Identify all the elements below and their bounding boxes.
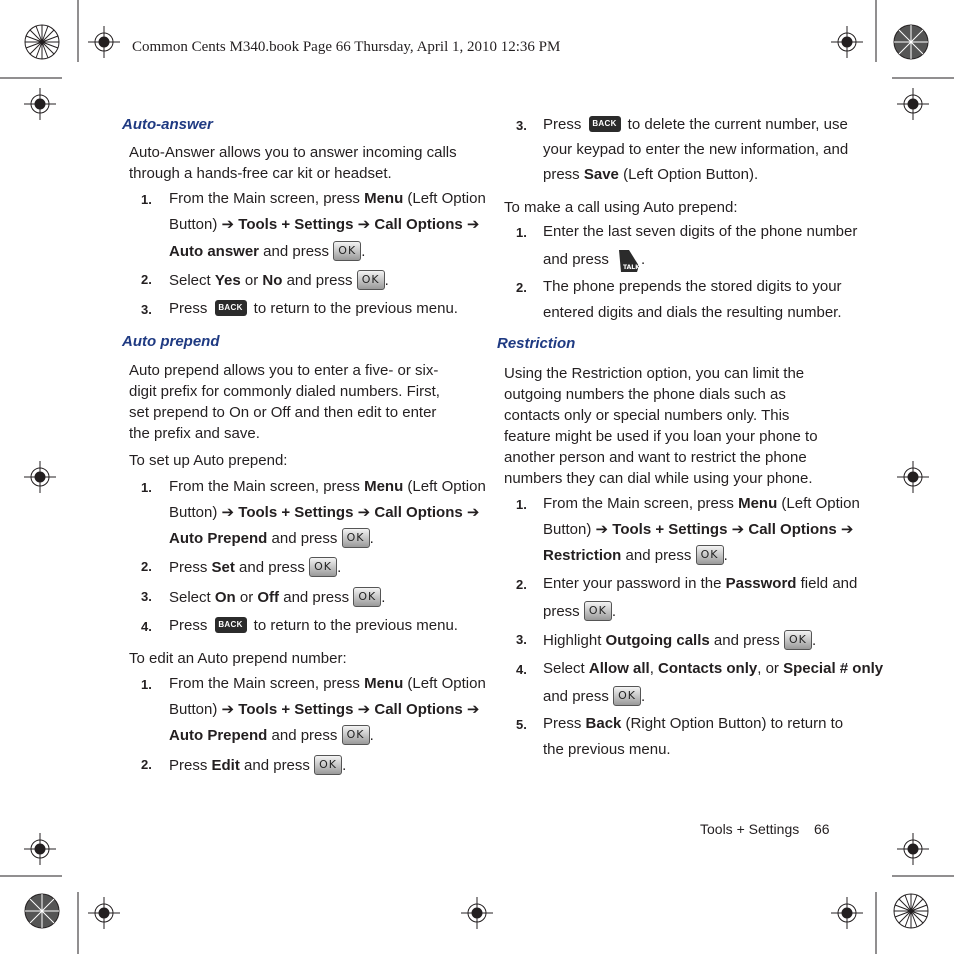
- footer-section: Tools + Settings: [700, 821, 800, 837]
- ok-key-icon: OK: [696, 545, 724, 565]
- section-heading-auto-answer: Auto-answer: [122, 116, 213, 133]
- auto-answer-intro: Auto-Answer allows you to answer incoming calls through a hands-free car kit or headset.: [129, 144, 457, 182]
- setup-label: To set up Auto prepend:: [129, 452, 288, 469]
- ok-key-icon: OK: [342, 725, 370, 745]
- svg-text:TALK: TALK: [623, 264, 640, 271]
- section-heading-restriction: Restriction: [497, 335, 576, 352]
- ok-key-icon: OK: [584, 601, 612, 621]
- ok-key-icon: OK: [342, 528, 370, 548]
- talk-key-icon: [615, 248, 641, 274]
- back-key-icon: BACK: [215, 300, 247, 316]
- back-key-icon: BACK: [215, 617, 247, 633]
- back-key-icon: BACK: [589, 116, 621, 132]
- ok-key-icon: OK: [613, 686, 641, 706]
- edit-label: To edit an Auto prepend number:: [129, 650, 347, 667]
- ok-key-icon: OK: [314, 755, 342, 775]
- ok-key-icon: OK: [333, 241, 361, 261]
- auto-prepend-intro: Auto prepend allows you to enter a five- or six-digit prefix for commonly dialed numbers. First, set prepend to On or Off and then edit to enter the prefix and save.: [129, 362, 440, 442]
- restriction-intro: Using the Restriction option, you can limit the outgoing numbers the phone dials such as contacts only or special numbers only. This feature might be used if you loan your phone to another person and want to restrict the phone numbers they can dial while using your phone.: [504, 365, 818, 487]
- call-label: To make a call using Auto prepend:: [504, 199, 738, 216]
- ok-key-icon: OK: [309, 557, 337, 577]
- ok-key-icon: OK: [357, 270, 385, 290]
- section-heading-auto-prepend: Auto prepend: [122, 333, 220, 350]
- ok-key-icon: OK: [353, 587, 381, 607]
- print-slug: Common Cents M340.book Page 66 Thursday, April 1, 2010 12:36 PM: [132, 39, 561, 55]
- page-number: 66: [814, 821, 830, 837]
- ok-key-icon: OK: [784, 630, 812, 650]
